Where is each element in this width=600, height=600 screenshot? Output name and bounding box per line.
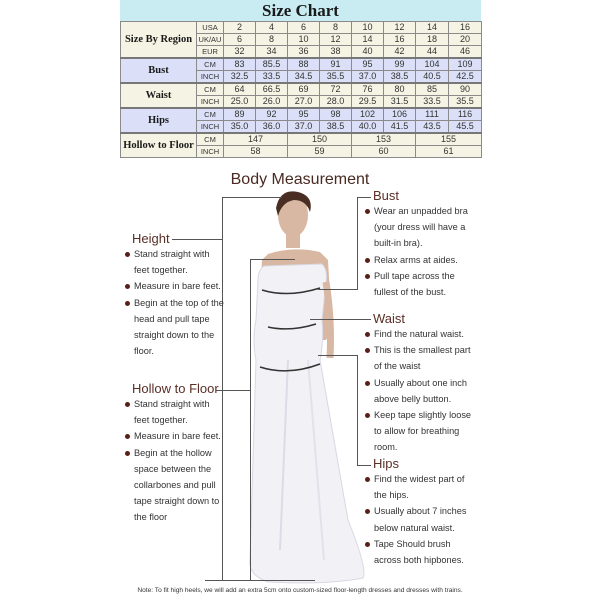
value-cell: 46 [449,46,482,59]
row-label: Hollow to Floor [121,133,197,158]
value-cell: 98 [320,108,352,121]
value-cell: 44 [416,46,449,59]
value-cell: 153 [352,133,416,146]
value-cell: 8 [256,34,288,46]
size-chart-table [120,21,482,158]
value-cell: 16 [384,34,416,46]
value-cell: 99 [384,58,416,71]
value-cell: 95 [352,58,384,71]
hollow-guide-line [250,259,251,580]
unit-cell: INCH [197,121,224,134]
value-cell: 40.0 [352,121,384,134]
list-item: Usually about one inch above belly button. [364,375,476,407]
bust-instructions [364,203,474,300]
table-row [121,108,482,121]
value-cell: 109 [449,58,482,71]
value-cell: 42 [384,46,416,59]
value-cell: 14 [416,22,449,34]
table-row [121,83,482,96]
value-cell: 89 [224,108,256,121]
value-cell: 2 [224,22,256,34]
hollow-to-floor-group [121,133,482,158]
unit-cell: INCH [197,96,224,109]
list-item: Find the natural waist. [364,326,476,342]
list-item: Keep tape slightly loose to allow for breathing room. [364,407,476,456]
value-cell: 10 [288,34,320,46]
value-cell: 32.5 [224,71,256,84]
value-cell: 72 [320,83,352,96]
value-cell: 104 [416,58,449,71]
floor-line [205,580,315,581]
height-connector [172,239,222,240]
waist-connector [310,319,371,320]
value-cell: 38.5 [320,121,352,134]
hips-connector-h [318,355,358,356]
list-item: Stand straight with feet together. [124,246,224,278]
hips-heading: Hips [373,456,400,471]
value-cell: 12 [320,34,352,46]
row-label: Hips [121,108,197,133]
value-cell: 102 [352,108,384,121]
waist-instructions [364,326,476,456]
bust-connector-top [357,197,371,198]
size-chart [120,0,481,158]
value-cell: 38 [320,46,352,59]
waist-heading: Waist [373,311,406,326]
value-cell: 116 [449,108,482,121]
value-cell: 28.0 [320,96,352,109]
height-heading: Height [132,231,170,246]
list-item: Begin at the top of the head and pull tape straight down to the floor. [124,295,224,360]
value-cell: 33.5 [416,96,449,109]
list-item: Relax arms at aides. [364,252,474,268]
bust-group [121,58,482,83]
value-cell: 64 [224,83,256,96]
value-cell: 27.0 [288,96,320,109]
table-row [121,58,482,71]
list-item: Tape Should brush across both hipbones. [364,536,476,568]
value-cell: 35.5 [320,71,352,84]
value-cell: 40.5 [416,71,449,84]
value-cell: 92 [256,108,288,121]
value-cell: 29.5 [352,96,384,109]
value-cell: 37.0 [288,121,320,134]
table-row [121,22,482,34]
value-cell: 36 [288,46,320,59]
unit-cell: CM [197,58,224,71]
unit-cell: CM [197,108,224,121]
hips-connector-v [357,355,358,465]
value-cell: 20 [449,34,482,46]
list-item: Wear an unpadded bra (your dress will have a built-in bra). [364,203,474,252]
value-cell: 88 [288,58,320,71]
value-cell: 85 [416,83,449,96]
hollow-to-floor-instructions [124,396,224,526]
hollow-top-line [250,259,295,260]
value-cell: 18 [416,34,449,46]
hips-connector-bottom [357,465,371,466]
value-cell: 37.0 [352,71,384,84]
hips-group [121,108,482,133]
bust-connector-h [318,289,358,290]
body-measurement-title: Body Measurement [230,171,370,188]
value-cell: 8 [320,22,352,34]
list-item: Find the widest part of the hips. [364,471,476,503]
waist-group [121,83,482,108]
hips-instructions [364,471,476,568]
value-cell: 150 [288,133,352,146]
list-item: Usually about 7 inches below natural waist. [364,503,476,535]
value-cell: 25.0 [224,96,256,109]
value-cell: 45.5 [449,121,482,134]
list-item: Measure in bare feet. [124,278,224,294]
value-cell: 95 [288,108,320,121]
value-cell: 66.5 [256,83,288,96]
unit-cell: CM [197,133,224,146]
value-cell: 147 [224,133,288,146]
list-item: This is the smallest part of the waist [364,342,476,374]
table-row [121,133,482,146]
bust-heading: Bust [373,188,400,203]
value-cell: 34.5 [288,71,320,84]
value-cell: 111 [416,108,449,121]
row-label: Waist [121,83,197,108]
value-cell: 41.5 [384,121,416,134]
value-cell: 60 [352,146,416,158]
value-cell: 40 [352,46,384,59]
list-item: Measure in bare feet. [124,428,224,444]
value-cell: 6 [288,22,320,34]
value-cell: 6 [224,34,256,46]
height-top-line [222,197,282,198]
value-cell: 33.5 [256,71,288,84]
size-chart-title: Size Chart [120,0,481,21]
list-item: Begin at the hollow space between the collarbones and pull tape straight down to the floor [124,445,224,526]
value-cell: 36.0 [256,121,288,134]
unit-cell: EUR [197,46,224,59]
value-cell: 4 [256,22,288,34]
value-cell: 14 [352,34,384,46]
value-cell: 59 [288,146,352,158]
value-cell: 90 [449,83,482,96]
unit-cell: CM [197,83,224,96]
value-cell: 26.0 [256,96,288,109]
value-cell: 35.0 [224,121,256,134]
value-cell: 16 [449,22,482,34]
row-label: Bust [121,58,197,83]
unit-cell: INCH [197,146,224,158]
value-cell: 91 [320,58,352,71]
value-cell: 43.5 [416,121,449,134]
footnote: Note: To fit high heels, we will add an extra 5cm onto custom-sized floor-length dresses and dresses with trains. [137,587,463,594]
hollow-connector [216,390,250,391]
unit-cell: INCH [197,71,224,84]
bust-connector-v [357,197,358,289]
list-item: Pull tape across the fullest of the bust. [364,268,474,300]
value-cell: 155 [416,133,482,146]
height-instructions [124,246,224,359]
value-cell: 85.5 [256,58,288,71]
value-cell: 69 [288,83,320,96]
value-cell: 31.5 [384,96,416,109]
row-label: Size By Region [121,22,197,59]
value-cell: 80 [384,83,416,96]
value-cell: 34 [256,46,288,59]
value-cell: 58 [224,146,288,158]
value-cell: 12 [384,22,416,34]
value-cell: 38.5 [384,71,416,84]
value-cell: 106 [384,108,416,121]
size-by-region-group [121,22,482,59]
list-item: Stand straight with feet together. [124,396,224,428]
value-cell: 83 [224,58,256,71]
value-cell: 42.5 [449,71,482,84]
hollow-to-floor-heading: Hollow to Floor [132,381,219,396]
value-cell: 32 [224,46,256,59]
value-cell: 61 [416,146,482,158]
value-cell: 76 [352,83,384,96]
value-cell: 35.5 [449,96,482,109]
value-cell: 10 [352,22,384,34]
unit-cell: UK/AU [197,34,224,46]
unit-cell: USA [197,22,224,34]
